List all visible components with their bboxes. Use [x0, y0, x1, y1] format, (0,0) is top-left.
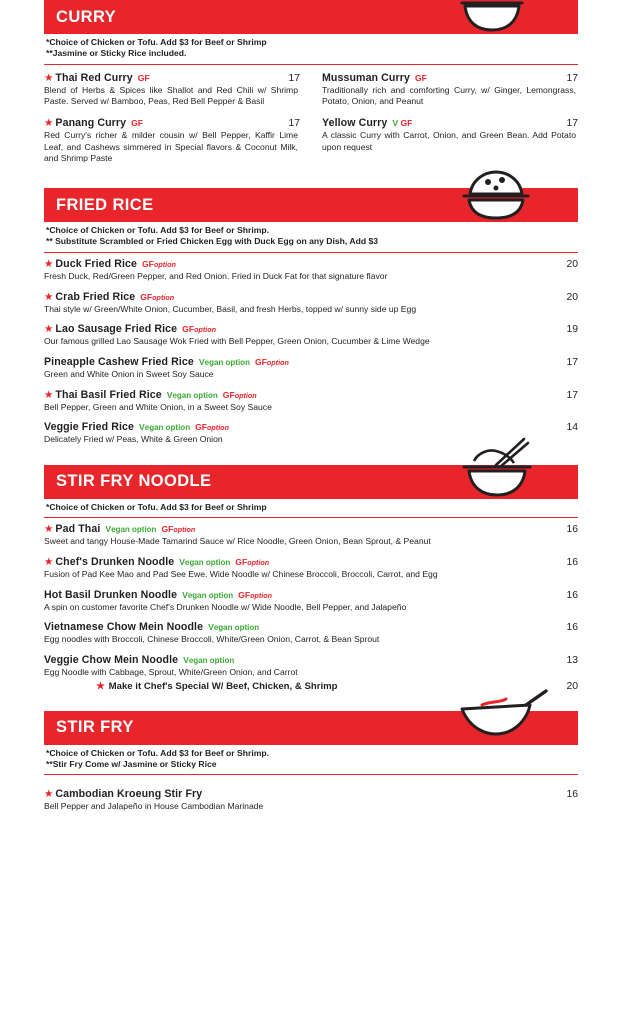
gf-tag: GFoption	[254, 356, 289, 367]
section-header-fried-rice	[44, 188, 578, 222]
section-curry	[44, 0, 578, 174]
item-name: Hot Basil Drunken Noodle	[44, 588, 178, 601]
item-description: Egg noodles with Broccoli, Chinese Broccoli, White/Green Onion, Carrot, & Bean Sprout	[44, 634, 380, 645]
item-description: A classic Curry with Carrot, Onion, and Green Bean. Add Potato upon request	[322, 130, 576, 152]
menu-item[interactable]	[322, 72, 578, 108]
note-line: **Jasmine or Sticky Rice included.	[46, 48, 187, 59]
star-icon: ★	[44, 323, 54, 336]
item-price: 17	[288, 118, 300, 130]
item-description: Bell Pepper, Green and White Onion, in a Sweet Soy Sauce	[44, 401, 272, 412]
option-price: 20	[566, 680, 578, 692]
item-description: Fresh Duck, Red/Green Pepper, and Red Onion. Fried in Duck Fat for that signature flavor	[44, 270, 388, 281]
item-price: 17	[566, 72, 578, 84]
vegan-tag: Vegan option	[179, 556, 231, 567]
item-price: 14	[566, 422, 578, 434]
menu-item[interactable]	[44, 654, 578, 692]
gf-tag: GFoption	[142, 258, 176, 269]
gf-tag: GF	[137, 72, 150, 83]
menu-item-option[interactable]	[44, 681, 578, 692]
item-name: Panang Curry	[55, 117, 127, 130]
menu-item[interactable]	[44, 621, 578, 646]
gf-tag: GFoption	[161, 524, 196, 535]
gf-tag: GFoption	[222, 389, 257, 400]
note-line: *Choice of Chicken or Tofu. Add $3 for Beef or Shrimp.	[46, 747, 269, 758]
menu-item[interactable]	[44, 421, 578, 446]
gf-tag: GFoption	[235, 556, 270, 567]
item-description: Blend of Herbs & Spices like Shallot and Red Chili w/ Shrimp Paste. Served w/ Bamboo, Peas, Red Bell Pepper & Basil	[44, 84, 298, 107]
item-name: Vietnamese Chow Mein Noodle	[44, 621, 204, 634]
item-price: 20	[566, 291, 578, 303]
item-price: 19	[566, 324, 578, 336]
note-line: **Stir Fry Come w/ Jasmine or Sticky Rice	[46, 759, 217, 770]
star-icon: ★	[44, 117, 54, 130]
note-line: *Choice of Chicken or Tofu. Add $3 for Beef or Shrimp	[46, 37, 267, 47]
item-description: Fusion of Pad Kee Mao and Pad See Ewe. Wide Noodle w/ Chinese Broccoli, Broccoli, Carrot, and Egg	[44, 568, 438, 579]
item-description: Red Curry's richer & milder cousin w/ Bell Pepper, Kaffir Lime Leaf, and Cashews simmered in Special flavors & Coconut Milk, and Shrimp Paste	[44, 130, 298, 164]
note-line: *Choice of Chicken or Tofu. Add $3 for Beef or Shrimp.	[46, 225, 269, 236]
gf-tag: GFoption	[195, 422, 229, 433]
item-name: Duck Fried Rice	[55, 257, 137, 270]
item-price: 20	[566, 258, 578, 270]
item-name: Thai Basil Fried Rice	[55, 388, 162, 401]
fried-rice-items	[44, 253, 578, 446]
menu-item[interactable]	[44, 323, 578, 348]
menu-item[interactable]	[44, 72, 300, 108]
item-name: Cambodian Kroeung Stir Fry	[55, 788, 203, 801]
vegan-tag: Vegan option	[182, 589, 234, 600]
vegan-tag: Vegan option	[198, 356, 250, 367]
star-icon: ★	[96, 680, 105, 692]
item-description: Thai style w/ Green/White Onion, Cucumber, Basil, and fresh Herbs, topped w/ sunny side up Egg	[44, 303, 417, 314]
item-price: 16	[566, 556, 578, 568]
item-description: Delicately Fried w/ Peas, White & Green Onion	[44, 434, 223, 445]
item-name: Veggie Chow Mein Noodle	[44, 654, 179, 667]
section-header-curry	[44, 0, 578, 34]
section-notes	[44, 745, 578, 776]
section-notes	[44, 222, 578, 253]
item-name: Crab Fried Rice	[55, 290, 136, 303]
item-name: Pad Thai	[55, 523, 101, 536]
section-header-stir-fry	[44, 711, 578, 745]
star-icon: ★	[44, 523, 54, 536]
item-price: 17	[566, 356, 578, 368]
item-name: Lao Sausage Fried Rice	[55, 323, 178, 336]
item-price: 17	[566, 389, 578, 401]
stir-fry-noodle-items	[44, 518, 578, 691]
soup-bowl-icon	[452, 0, 548, 36]
section-stir-fry-noodle	[44, 465, 578, 692]
note-line: ** Substitute Scrambled or Fried Chicken Egg with Duck Egg on any Dish, Add $3	[46, 236, 379, 247]
curry-column-left	[44, 72, 300, 174]
star-icon: ★	[44, 71, 54, 84]
item-name: Pineapple Cashew Fried Rice	[44, 355, 194, 368]
menu-item[interactable]	[44, 117, 300, 165]
curry-columns	[44, 65, 578, 174]
menu-item[interactable]	[44, 589, 578, 614]
menu-item[interactable]	[44, 258, 578, 283]
gf-tag: GFoption	[140, 291, 175, 302]
item-price: 13	[566, 655, 578, 667]
item-name: Yellow Curry	[322, 117, 388, 130]
star-icon: ★	[44, 257, 54, 270]
stir-fry-items	[44, 775, 578, 813]
gf-tag: GFoption	[238, 589, 273, 600]
item-description: Egg Noodle with Cabbage, Sprout, White/Green Onion, and Carrot	[44, 667, 298, 678]
vegan-tag: Vegan option	[166, 389, 218, 400]
section-notes	[44, 34, 578, 65]
menu-item[interactable]	[44, 523, 578, 548]
menu-item[interactable]	[44, 788, 578, 813]
item-description: Traditionally rich and comforting Curry, w/ Ginger, Lemongrass, Potato, Onion, and Peanut	[322, 84, 576, 107]
vegan-tag: Vegan option	[208, 622, 260, 633]
item-description: Bell Pepper and Jalapeño in House Cambodian Marinade	[44, 801, 264, 812]
vegan-tag: Vegan option	[105, 524, 157, 535]
note-line: *Choice of Chicken or Tofu. Add $3 for Beef or Shrimp	[46, 501, 267, 512]
item-description: Green and White Onion in Sweet Soy Sauce	[44, 368, 214, 379]
item-name: Thai Red Curry	[55, 71, 133, 84]
vegan-tag: Vegan option	[183, 655, 235, 666]
section-stir-fry	[44, 711, 578, 813]
section-title: STIR FRY NOODLE	[56, 472, 212, 491]
section-fried-rice	[44, 188, 578, 446]
section-header-stir-fry-noodle	[44, 465, 578, 499]
item-description: Our famous grilled Lao Sausage Wok Fried with Bell Pepper, Green Onion, Cucumber & Lime Wedge	[44, 336, 430, 347]
item-price: 17	[566, 118, 578, 130]
menu-item[interactable]	[44, 291, 578, 316]
section-title: STIR FRY	[56, 718, 134, 737]
gf-tag: GFoption	[182, 324, 217, 335]
item-price: 17	[288, 72, 300, 84]
item-price: 16	[566, 589, 578, 601]
menu-item[interactable]	[322, 117, 578, 153]
star-icon: ★	[44, 555, 54, 568]
menu-item[interactable]	[44, 556, 578, 581]
item-price: 16	[566, 622, 578, 634]
section-title: CURRY	[56, 7, 117, 26]
menu-item[interactable]	[44, 356, 578, 381]
star-icon: ★	[44, 788, 54, 801]
menu-item[interactable]	[44, 389, 578, 414]
star-icon: ★	[44, 290, 54, 303]
gf-tag: GF	[414, 72, 427, 83]
item-description: Sweet and tangy House-Made Tamarind Sauce w/ Rice Noodle, Green Onion, Bean Sprout, & Peanut	[44, 536, 431, 547]
item-description: A spin on customer favorite Chef's Drunken Noodle w/ Wide Noodle, Bell Pepper, and Jalapeño	[44, 601, 407, 612]
option-detail: W/ Beef, Chicken, & Shrimp	[211, 680, 338, 692]
item-name: Mussuman Curry	[322, 71, 410, 84]
section-notes	[44, 499, 578, 518]
curry-column-right	[322, 72, 578, 174]
section-title: FRIED RICE	[56, 195, 154, 214]
option-label: Make it Chef's Special	[108, 680, 210, 692]
item-price: 16	[566, 524, 578, 536]
vegan-tag: Vegan option	[139, 422, 191, 433]
star-icon: ★	[44, 388, 54, 401]
vegan-gf-tag: V GF	[392, 118, 413, 129]
gf-tag: GF	[131, 118, 144, 129]
item-price: 16	[566, 789, 578, 801]
item-name: Chef's Drunken Noodle	[55, 555, 175, 568]
item-name: Veggie Fried Rice	[44, 421, 135, 434]
